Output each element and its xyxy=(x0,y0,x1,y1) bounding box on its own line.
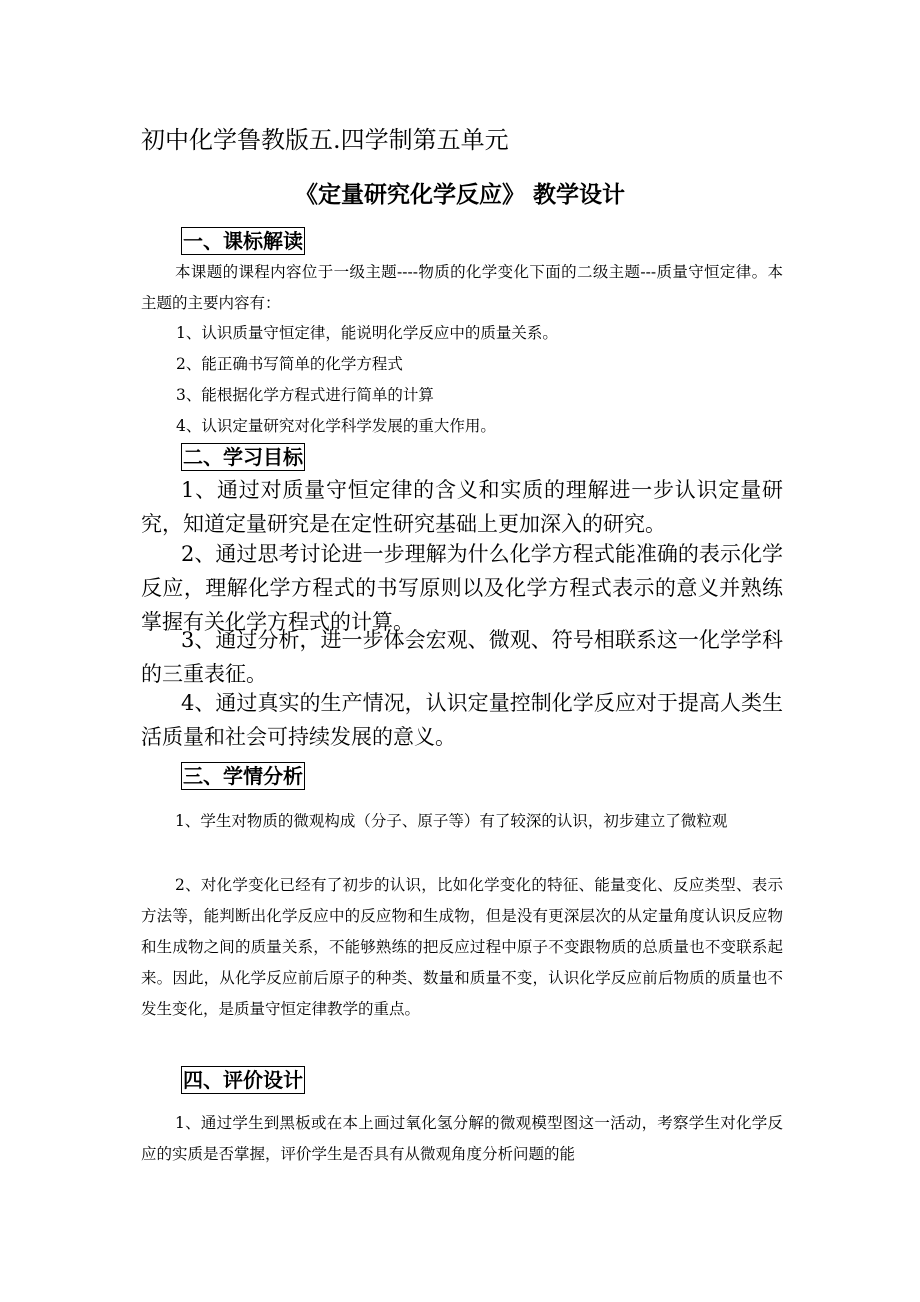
curriculum-item: 3、能根据化学方程式进行简单的计算 xyxy=(176,386,434,404)
curriculum-item: 2、能正确书写简单的化学方程式 xyxy=(176,355,403,373)
curriculum-intro: 本课题的课程内容位于一级主题----物质的化学变化下面的二级主题---质量守恒定律。本主题的主要内容有： xyxy=(141,263,783,312)
section-heading-evaluation: 四、评价设计 xyxy=(183,1068,303,1092)
section-heading-learner-analysis: 三、学情分析 xyxy=(183,764,303,788)
document-title: 《定量研究化学反应》 教学设计 xyxy=(294,181,625,208)
objective-item: 2、通过思考讨论进一步理解为什么化学方程式能准确的表示化学反应，理解化学方程式的书写原则以及化学方程式表示的意义并熟练掌握有关化学方程式的计算。 xyxy=(141,542,783,634)
evaluation-item: 1、通过学生到黑板或在本上画过氧化氢分解的微观模型图这一活动，考察学生对化学反应的实质是否掌握，评价学生是否具有从微观角度分析问题的能 xyxy=(141,1114,783,1163)
objective-item: 4、通过真实的生产情况，认识定量控制化学反应对于提高人类生活质量和社会可持续发展的意义。 xyxy=(141,691,783,749)
curriculum-item: 4、认识定量研究对化学科学发展的重大作用。 xyxy=(176,417,496,435)
section-heading-objectives: 二、学习目标 xyxy=(183,445,303,469)
curriculum-item: 1、认识质量守恒定律，能说明化学反应中的质量关系。 xyxy=(176,324,558,342)
objective-item: 3、通过分析，进一步体会宏观、微观、符号相联系这一化学学科的三重表征。 xyxy=(141,628,783,686)
learner-analysis-item: 2、对化学变化已经有了初步的认识，比如化学变化的特征、能量变化、反应类型、表示方法等，能判断出化学反应中的反应物和生成物，但是没有更深层次的从定量角度认识反应物和生成物之间的质量关系，不能够熟练的把反应过程中原子不变跟物质的总质量也不变联系起来。因此，从化学反应前后原子的种类、数量和质量不变，认识化学反应前后物质的质量也不发生变化，是质量守恒定律教学的重点。 xyxy=(141,876,783,1018)
document-series: 初中化学鲁教版五.四学制第五单元 xyxy=(141,126,509,154)
section-heading-curriculum: 一、课标解读 xyxy=(183,229,303,253)
objective-item: 1、通过对质量守恒定律的含义和实质的理解进一步认识定量研究，知道定量研究是在定性研究基础上更加深入的研究。 xyxy=(141,478,783,536)
learner-analysis-item: 1、学生对物质的微观构成（分子、原子等）有了较深的认识，初步建立了微粒观 xyxy=(175,812,728,830)
